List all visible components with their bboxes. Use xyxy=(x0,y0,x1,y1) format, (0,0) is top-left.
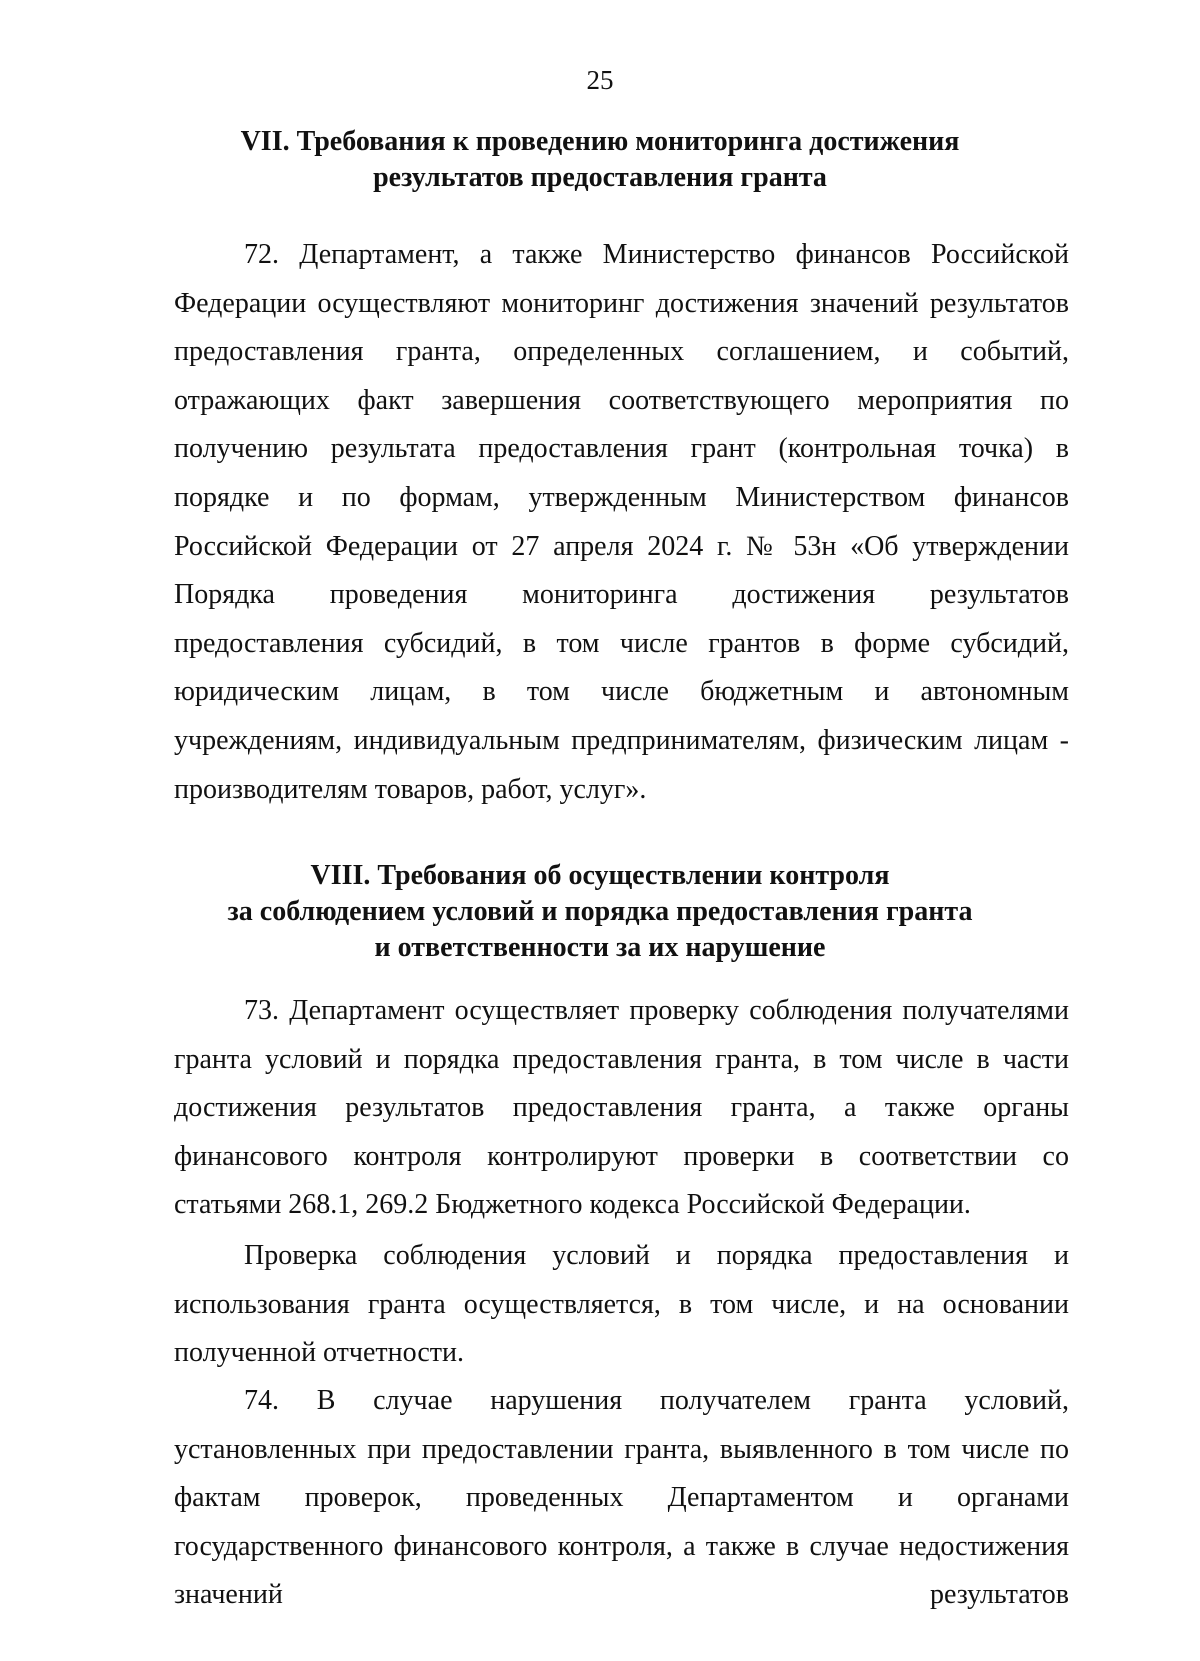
paragraph-74: 74. В случае нарушения получателем гранта условий, установленных при предоставлении гранта, выявленного в том числе по фактам проверок, проведенных Департаментом и органами государственного финансового контроля, а также в случае недостижения значений результатов xyxy=(174,1385,1069,1611)
section-7-heading xyxy=(160,124,1040,196)
section-8-heading-line-3: и ответственности за их нарушение xyxy=(374,932,826,963)
section-7-heading-line-1: VII. Требования к проведению мониторинга достижения xyxy=(240,126,960,157)
paragraph-72: 72. Департамент, а также Министерство финансов Российской Федерации осуществляют мониторинг достижения значений результатов предоставления гранта, определенных соглашением, и событий, отражающих факт завершения соответствующего мероприятия по получению результата предоставления грант (контрольная точка) в порядке и по формам, утвержденным Министерством финансов Российской Федерации от 27 апреля 2024 г. № 53н «Об утверждении Порядка проведения мониторинга достижения результатов предоставления субсидий, в том числе грантов в форме субсидий, юридическим лицам, в том числе бюджетным и автономным учреждениям, индивидуальным предпринимателям, физическим лицам - производителям товаров, работ, услуг». xyxy=(174,239,1069,805)
section-8-heading xyxy=(160,858,1040,966)
page-number: 25 xyxy=(586,65,614,95)
section-7-heading-line-2: результатов предоставления гранта xyxy=(373,162,827,193)
paragraph-73-continued: Проверка соблюдения условий и порядка предоставления и использования гранта осуществляется, в том числе, и на основании полученной отчетности. xyxy=(174,1240,1069,1369)
section-8-heading-line-1: VIII. Требования об осуществлении контроля xyxy=(310,860,890,891)
section-8-heading-line-2: за соблюдением условий и порядка предоставления гранта xyxy=(227,896,973,927)
paragraph-73: 73. Департамент осуществляет проверку соблюдения получателями гранта условий и порядка предоставления гранта, в том числе в части достижения результатов предоставления гранта, а также органы финансового контроля контролируют проверки в соответствии со статьями 268.1, 269.2 Бюджетного кодекса Российской Федерации. xyxy=(174,995,1069,1221)
